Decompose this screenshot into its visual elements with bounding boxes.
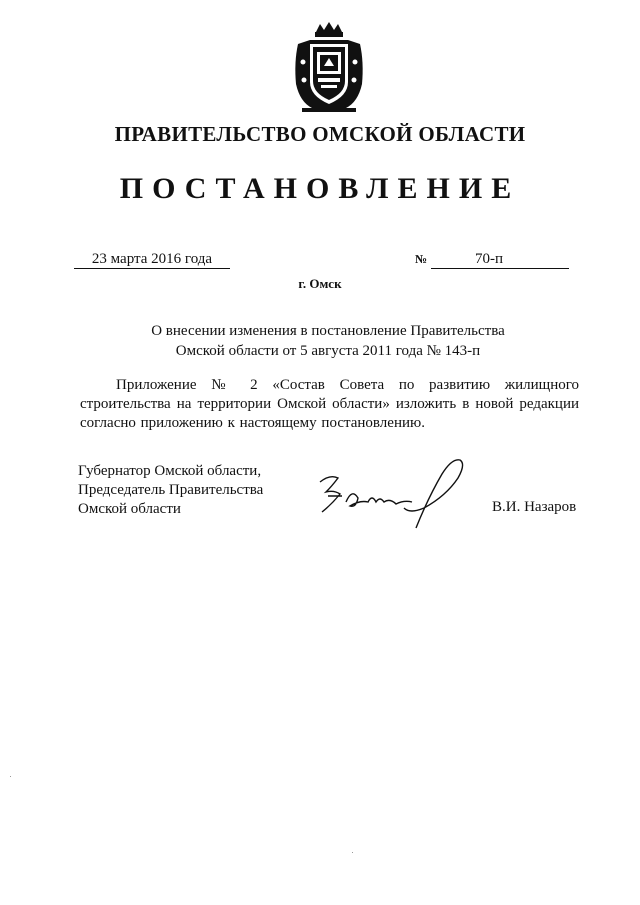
- document-title: [90, 321, 566, 361]
- title-line-2: Омской области от 5 августа 2011 года № 143-п: [175, 343, 481, 359]
- signer-name: В.И. Назаров: [492, 499, 577, 515]
- scan-speck: [10, 776, 11, 777]
- document-number: 70-п: [475, 251, 504, 267]
- position-line-2: Председатель Правительства: [78, 482, 264, 498]
- organization-heading: ПРАВИТЕЛЬСТВО ОМСКОЙ ОБЛАСТИ: [114, 122, 526, 146]
- number-sign: №: [415, 252, 428, 266]
- body-paragraph: Приложение № 2 «Состав Совета по развитию жилищного строительства на территории Омской области» изложить в новой редакции согласно приложению к настоящему постановлению.: [80, 377, 579, 431]
- position-line-3: Омской области: [78, 501, 181, 517]
- title-line-1: О внесении изменения в постановление Правительства: [151, 323, 505, 339]
- signatory-position: [78, 462, 263, 519]
- scan-speck: [352, 852, 353, 853]
- city: г. Омск: [298, 276, 342, 291]
- document-date: 23 марта 2016 года: [74, 250, 230, 269]
- document-number-field: [431, 250, 569, 269]
- handwritten-signature: [312, 452, 472, 530]
- document-type-heading: ПОСТАНОВЛЕНИЕ: [119, 172, 521, 205]
- coat-of-arms-icon: [290, 22, 368, 114]
- position-line-1: Губернатор Омской области,: [78, 463, 262, 479]
